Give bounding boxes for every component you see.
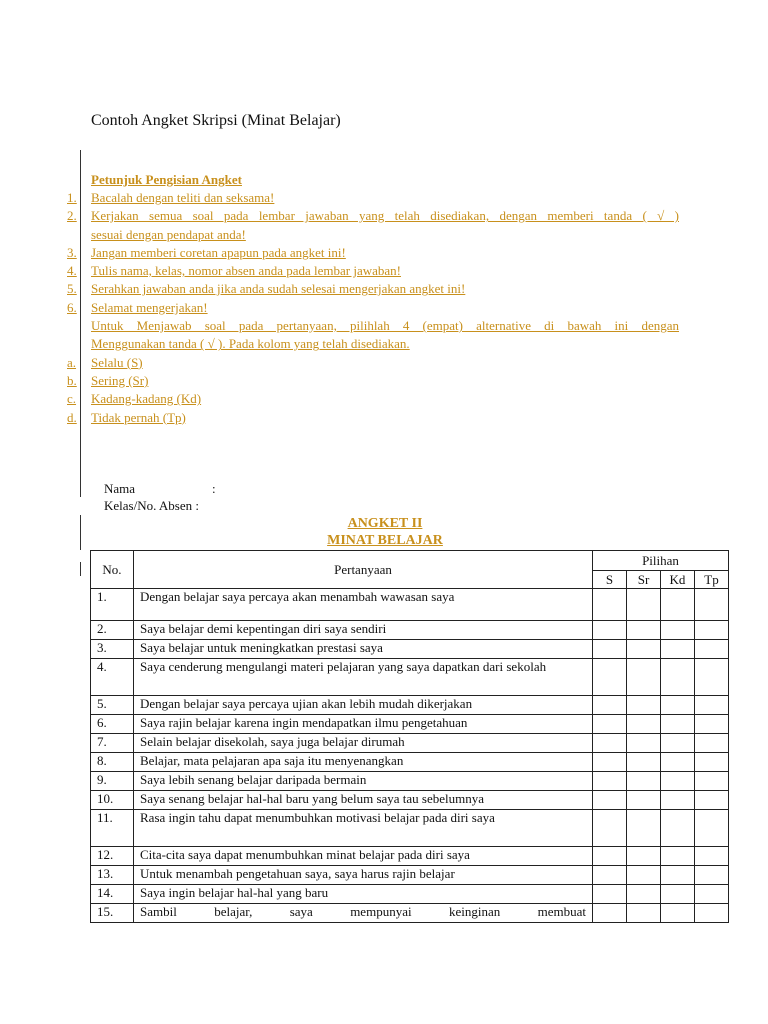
table-row: [91, 866, 729, 885]
table-row: [91, 847, 729, 866]
answer-cell-tp[interactable]: [695, 847, 729, 866]
answer-cell-kd[interactable]: [661, 621, 695, 640]
answer-cell-tp[interactable]: [695, 753, 729, 772]
instruction-item: [67, 226, 679, 244]
row-number: 6.: [91, 715, 134, 734]
answer-cell-kd[interactable]: [661, 885, 695, 904]
nama-label: Nama: [104, 481, 136, 496]
answer-cell-tp[interactable]: [695, 866, 729, 885]
table-row: [91, 621, 729, 640]
answer-cell-sr[interactable]: [627, 753, 661, 772]
instruction-item: [67, 189, 679, 207]
row-number: 12.: [91, 847, 134, 866]
table-row: [91, 659, 729, 696]
answer-cell-s[interactable]: [593, 696, 627, 715]
choice-header-s: S: [593, 571, 627, 589]
row-number: 5.: [91, 696, 134, 715]
answer-cell-s[interactable]: [593, 772, 627, 791]
answer-cell-tp[interactable]: [695, 640, 729, 659]
answer-cell-tp[interactable]: [695, 885, 729, 904]
instruction-text: Jangan memberi coretan apapun pada angket ini!: [91, 244, 346, 260]
answer-cell-kd[interactable]: [661, 589, 695, 621]
choice-header-kd: Kd: [661, 571, 695, 589]
row-number: 3.: [91, 640, 134, 659]
option-letter: b.: [67, 372, 77, 388]
question-text: Saya cenderung mengulangi materi pelajaran yang saya dapatkan dari sekolah: [134, 659, 593, 696]
answer-cell-sr[interactable]: [627, 847, 661, 866]
document-title: Contoh Angket Skripsi (Minat Belajar): [91, 112, 341, 129]
answer-cell-tp[interactable]: [695, 772, 729, 791]
question-text: Saya belajar untuk meningkatkan prestasi saya: [134, 640, 593, 659]
instruction-text: Serahkan jawaban anda jika anda sudah selesai mengerjakan angket ini!: [91, 281, 466, 297]
option-letter: c.: [67, 391, 77, 407]
answer-cell-sr[interactable]: [627, 734, 661, 753]
question-text: Cita-cita saya dapat menumbuhkan minat belajar pada diri saya: [134, 847, 593, 866]
answer-cell-sr[interactable]: [627, 904, 661, 923]
table-row: [91, 589, 729, 621]
margin-rule: [80, 562, 81, 576]
table-row: [91, 753, 729, 772]
answer-cell-sr[interactable]: [627, 772, 661, 791]
table-row: [91, 810, 729, 847]
answer-cell-sr[interactable]: [627, 866, 661, 885]
instruction-number: 1.: [67, 190, 77, 205]
answer-cell-kd[interactable]: [661, 753, 695, 772]
table-row: [91, 904, 729, 923]
row-number: 7.: [91, 734, 134, 753]
answer-cell-tp[interactable]: [695, 696, 729, 715]
header-pilihan: Pilihan: [593, 551, 729, 571]
answer-cell-tp[interactable]: [695, 791, 729, 810]
option-letter: d.: [67, 409, 77, 425]
row-number: 2.: [91, 621, 134, 640]
answer-cell-s[interactable]: [593, 589, 627, 621]
row-number: 11.: [91, 810, 134, 847]
answer-cell-kd[interactable]: [661, 772, 695, 791]
angket-subtitle: MINAT BELAJAR: [327, 533, 443, 548]
instruction-item: [67, 299, 679, 317]
instruction-note: Menggunakan tanda ( √ ). Pada kolom yang telah disediakan.: [91, 336, 410, 352]
answer-cell-kd[interactable]: [661, 866, 695, 885]
answer-cell-kd[interactable]: [661, 659, 695, 696]
table-row: [91, 885, 729, 904]
answer-cell-s[interactable]: [593, 659, 627, 696]
answer-cell-tp[interactable]: [695, 734, 729, 753]
answer-cell-kd[interactable]: [661, 715, 695, 734]
instruction-item: [67, 244, 679, 262]
answer-cell-s[interactable]: [593, 904, 627, 923]
instruction-item: [67, 262, 679, 280]
instruction-number: 5.: [67, 281, 77, 297]
answer-cell-sr[interactable]: [627, 621, 661, 640]
answer-cell-tp[interactable]: [695, 589, 729, 621]
answer-cell-sr[interactable]: [627, 640, 661, 659]
option-letter: a.: [67, 354, 77, 370]
table-row: [91, 640, 729, 659]
answer-cell-s[interactable]: [593, 847, 627, 866]
answer-cell-sr[interactable]: [627, 810, 661, 847]
answer-cell-s[interactable]: [593, 810, 627, 847]
row-number: 14.: [91, 885, 134, 904]
choice-header-sr: Sr: [627, 571, 661, 589]
answer-cell-tp[interactable]: [695, 621, 729, 640]
question-text: Saya ingin belajar hal-hal yang baru: [134, 885, 593, 904]
kelas-colon: :: [195, 498, 199, 513]
answer-cell-s[interactable]: [593, 753, 627, 772]
kelas-line: [104, 497, 216, 514]
row-number: 8.: [91, 753, 134, 772]
question-text: Dengan belajar saya percaya akan menambah wawasan saya: [134, 589, 593, 621]
option-text: Sering (Sr): [91, 372, 149, 388]
answer-cell-kd[interactable]: [661, 810, 695, 847]
answer-option: [67, 372, 679, 390]
answer-cell-tp[interactable]: [695, 715, 729, 734]
question-text: Selain belajar disekolah, saya juga belajar dirumah: [134, 734, 593, 753]
kelas-label: Kelas/No. Absen: [104, 498, 193, 513]
instruction-text: Bacalah dengan teliti dan seksama!: [91, 190, 275, 205]
instruction-number: 2.: [67, 208, 77, 224]
question-text: Saya belajar demi kepentingan diri saya sendiri: [134, 621, 593, 640]
nama-colon: :: [212, 481, 216, 496]
table-row: [91, 791, 729, 810]
answer-cell-sr[interactable]: [627, 885, 661, 904]
answer-cell-s[interactable]: [593, 734, 627, 753]
header-no: No.: [91, 551, 134, 589]
question-text: Saya lebih senang belajar daripada bermain: [134, 772, 593, 791]
answer-cell-kd[interactable]: [661, 734, 695, 753]
row-number: 10.: [91, 791, 134, 810]
instruction-number: 6.: [67, 299, 77, 315]
answer-cell-s[interactable]: [593, 621, 627, 640]
answer-cell-sr[interactable]: [627, 791, 661, 810]
question-text: Rasa ingin tahu dapat menumbuhkan motivasi belajar pada diri saya: [134, 810, 593, 847]
header-pertanyaan: Pertanyaan: [134, 551, 593, 589]
answer-cell-tp[interactable]: [695, 810, 729, 847]
answer-cell-s[interactable]: [593, 791, 627, 810]
question-text: Untuk menambah pengetahuan saya, saya harus rajin belajar: [134, 866, 593, 885]
answer-cell-s[interactable]: [593, 866, 627, 885]
answer-cell-kd[interactable]: [661, 904, 695, 923]
answer-cell-sr[interactable]: [627, 715, 661, 734]
instruction-text: sesuai dengan pendapat anda!: [91, 226, 246, 242]
table-row: [91, 734, 729, 753]
table-row: [91, 715, 729, 734]
answer-option: [67, 354, 679, 372]
instruction-item: [67, 280, 679, 298]
questionnaire-table: [90, 550, 729, 923]
option-text: Selalu (S): [91, 354, 143, 370]
question-text: Saya rajin belajar karena ingin mendapatkan ilmu pengetahuan: [134, 715, 593, 734]
answer-cell-kd[interactable]: [661, 696, 695, 715]
table-row: [91, 772, 729, 791]
answer-cell-kd[interactable]: [661, 791, 695, 810]
instruction-list: [67, 189, 679, 317]
instruction-number: [67, 226, 79, 244]
row-number: 9.: [91, 772, 134, 791]
answer-option: [67, 390, 679, 408]
question-text: Sambil belajar, saya mempunyai keinginan membuat: [134, 904, 593, 923]
instruction-note: Untuk Menjawab soal pada pertanyaan, pilihlah 4 (empat) alternative di bawah ini dengan: [91, 318, 679, 334]
answer-option: [67, 409, 679, 427]
answer-cell-tp[interactable]: [695, 659, 729, 696]
table-row: [91, 696, 729, 715]
instruction-number: 4.: [67, 263, 77, 279]
row-number: 1.: [91, 589, 134, 621]
answer-cell-tp[interactable]: [695, 904, 729, 923]
answer-cell-sr[interactable]: [627, 589, 661, 621]
question-text: Belajar, mata pelajaran apa saja itu menyenangkan: [134, 753, 593, 772]
instructions-section: [67, 171, 679, 427]
option-text: Kadang-kadang (Kd): [91, 391, 202, 407]
instructions-heading: Petunjuk Pengisian Angket: [91, 172, 242, 187]
answer-cell-s[interactable]: [593, 885, 627, 904]
instruction-number: 3.: [67, 244, 77, 260]
question-text: Saya senang belajar hal-hal baru yang belum saya tau sebelumnya: [134, 791, 593, 810]
instruction-text: Tulis nama, kelas, nomor absen anda pada lembar jawaban!: [91, 263, 401, 279]
instruction-item: [67, 207, 679, 225]
angket-title: ANGKET II: [347, 516, 423, 531]
answer-cell-sr[interactable]: [627, 659, 661, 696]
option-text: Tidak pernah (Tp): [91, 409, 186, 425]
margin-rule: [80, 515, 81, 550]
answer-cell-kd[interactable]: [661, 640, 695, 659]
student-info: [104, 480, 216, 514]
answer-cell-kd[interactable]: [661, 847, 695, 866]
row-number: 4.: [91, 659, 134, 696]
answer-cell-sr[interactable]: [627, 696, 661, 715]
choice-header-tp: Tp: [695, 571, 729, 589]
row-number: 13.: [91, 866, 134, 885]
answer-option-list: [67, 354, 679, 427]
question-text: Dengan belajar saya percaya ujian akan lebih mudah dikerjakan: [134, 696, 593, 715]
nama-line: [104, 480, 216, 497]
answer-cell-s[interactable]: [593, 640, 627, 659]
answer-cell-s[interactable]: [593, 715, 627, 734]
row-number: 15.: [91, 904, 134, 923]
instruction-text: Selamat mengerjakan!: [91, 299, 208, 315]
instruction-text: Kerjakan semua soal pada lembar jawaban yang telah disediakan, dengan memberi tanda ( √ ): [91, 208, 679, 224]
